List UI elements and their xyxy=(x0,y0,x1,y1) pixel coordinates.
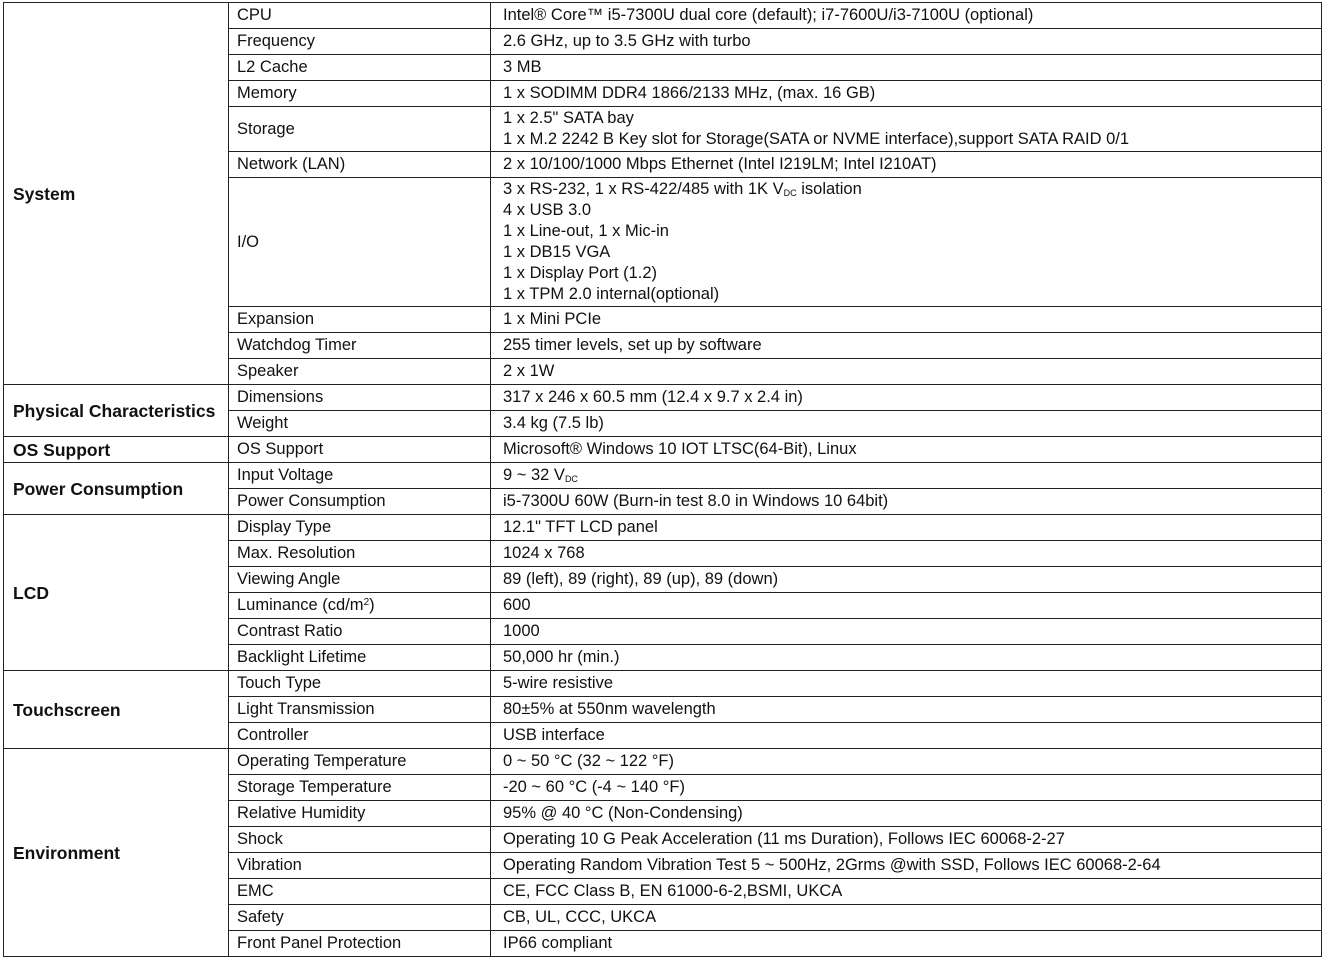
spec-value-text: 5-wire resistive xyxy=(503,674,614,692)
spec-label xyxy=(229,853,491,879)
spec-label xyxy=(229,107,491,152)
spec-value-text: 2.6 GHz, up to 3.5 GHz with turbo xyxy=(503,32,751,50)
spec-value-line xyxy=(503,5,1321,26)
spec-value-line xyxy=(503,621,1321,642)
spec-value xyxy=(491,55,1322,81)
spec-value xyxy=(491,905,1322,931)
spec-value-line xyxy=(503,129,1321,150)
spec-label-text: Weight xyxy=(237,414,289,432)
spec-value xyxy=(491,801,1322,827)
spec-label-text: Dimensions xyxy=(237,388,324,406)
spec-label-text: L2 Cache xyxy=(237,58,308,76)
spec-label xyxy=(229,879,491,905)
category-system: System xyxy=(4,3,229,385)
spec-value-text: IP66 compliant xyxy=(503,934,613,952)
spec-label xyxy=(229,801,491,827)
spec-label xyxy=(229,81,491,107)
spec-value-line xyxy=(503,933,1321,954)
spec-label xyxy=(229,152,491,178)
spec-label xyxy=(229,3,491,29)
spec-label xyxy=(229,567,491,593)
spec-value-line xyxy=(503,284,1321,305)
spec-label xyxy=(229,619,491,645)
spec-value-text: 1 x TPM 2.0 internal(optional) xyxy=(503,285,720,303)
spec-label xyxy=(229,671,491,697)
spec-value-line xyxy=(503,647,1321,668)
spec-value-line xyxy=(503,221,1321,242)
spec-label-text: Vibration xyxy=(237,856,302,874)
spec-value-text: Operating 10 G Peak Acceleration (11 ms Duration), Follows IEC 60068-2-27 xyxy=(503,830,1065,848)
spec-value-text: 2 x 10/100/1000 Mbps Ethernet (Intel I219LM; Intel I210AT) xyxy=(503,155,937,173)
spec-label xyxy=(229,905,491,931)
category-environment: Environment xyxy=(4,749,229,957)
vdc-subscript: DC xyxy=(783,188,797,198)
spec-value-line xyxy=(503,31,1321,52)
spec-value-line xyxy=(503,179,1321,200)
spec-value-text: 95% @ 40 °C (Non-Condensing) xyxy=(503,804,743,822)
spec-value xyxy=(491,645,1322,671)
spec-label xyxy=(229,411,491,437)
spec-value-text: CE, FCC Class B, EN 61000-6-2,BSMI, UKCA xyxy=(503,882,843,900)
spec-value-line xyxy=(503,108,1321,129)
spec-value xyxy=(491,411,1322,437)
spec-value-text: 80±5% at 550nm wavelength xyxy=(503,700,716,718)
spec-value-line xyxy=(503,907,1321,928)
spec-label xyxy=(229,385,491,411)
spec-value-line xyxy=(503,673,1321,694)
spec-value xyxy=(491,437,1322,463)
spec-value-text: 3.4 kg (7.5 lb) xyxy=(503,414,604,432)
spec-value xyxy=(491,152,1322,178)
spec-value-text: 1 x M.2 2242 B Key slot for Storage(SATA or NVME interface),support SATA RAID 0/1 xyxy=(503,130,1130,148)
spec-value-text: 0 ~ 50 °C (32 ~ 122 °F) xyxy=(503,752,674,770)
spec-label-text: OS Support xyxy=(237,440,324,458)
category-touchscreen: Touchscreen xyxy=(4,671,229,749)
spec-value xyxy=(491,723,1322,749)
category-power-consumption: Power Consumption xyxy=(4,463,229,515)
spec-label-text: Frequency xyxy=(237,32,315,50)
spec-label-text: Power Consumption xyxy=(237,492,386,510)
spec-label xyxy=(229,775,491,801)
spec-value-line xyxy=(503,829,1321,850)
spec-value-line xyxy=(503,803,1321,824)
spec-value-line xyxy=(503,725,1321,746)
spec-value xyxy=(491,749,1322,775)
spec-label-text: Relative Humidity xyxy=(237,804,366,822)
spec-value xyxy=(491,827,1322,853)
spec-value xyxy=(491,853,1322,879)
spec-label xyxy=(229,515,491,541)
spec-value-text: 89 (left), 89 (right), 89 (up), 89 (down) xyxy=(503,570,779,588)
spec-table xyxy=(3,2,1322,957)
spec-value xyxy=(491,178,1322,307)
spec-label-text: Expansion xyxy=(237,310,315,328)
spec-value-text: 12.1" TFT LCD panel xyxy=(503,518,658,536)
spec-label-text: Network (LAN) xyxy=(237,155,346,173)
spec-value-line xyxy=(503,543,1321,564)
spec-value xyxy=(491,697,1322,723)
spec-value-text: 1 x SODIMM DDR4 1866/2133 MHz, (max. 16 GB) xyxy=(503,84,876,102)
spec-label-text: Max. Resolution xyxy=(237,544,356,562)
spec-label-text: Luminance (cd/m xyxy=(237,596,364,614)
spec-label-text: Input Voltage xyxy=(237,466,334,484)
spec-value xyxy=(491,107,1322,152)
spec-value-text: 1 x DB15 VGA xyxy=(503,243,611,261)
spec-value-text: Intel® Core™ i5-7300U dual core (default); i7-7600U/i3-7100U (optional) xyxy=(503,6,1034,24)
spec-value-text: 1000 xyxy=(503,622,540,640)
table-row xyxy=(4,671,1322,697)
spec-value xyxy=(491,81,1322,107)
spec-label-text: Controller xyxy=(237,726,309,744)
spec-label-text: I/O xyxy=(237,232,260,251)
spec-value xyxy=(491,593,1322,619)
spec-label xyxy=(229,307,491,333)
spec-value-line xyxy=(503,83,1321,104)
spec-value xyxy=(491,567,1322,593)
spec-label-text: Operating Temperature xyxy=(237,752,407,770)
spec-label-text: Speaker xyxy=(237,362,299,380)
spec-label-text: Storage Temperature xyxy=(237,778,392,796)
spec-body xyxy=(4,3,1322,957)
spec-label-text: Storage xyxy=(237,119,295,138)
spec-label xyxy=(229,463,491,489)
spec-value-text: -20 ~ 60 °C (-4 ~ 140 °F) xyxy=(503,778,685,796)
spec-value xyxy=(491,463,1322,489)
spec-label xyxy=(229,359,491,385)
vdc-subscript: DC xyxy=(564,474,578,484)
spec-label xyxy=(229,55,491,81)
spec-value-text: USB interface xyxy=(503,726,605,744)
spec-label-text: Contrast Ratio xyxy=(237,622,343,640)
spec-value-text: 9 ~ 32 V xyxy=(503,466,565,484)
label-suffix: ) xyxy=(369,596,375,614)
spec-value-line xyxy=(503,465,1321,486)
spec-value-line xyxy=(503,387,1321,408)
spec-label-text: Touch Type xyxy=(237,674,322,692)
spec-value-text: 1 x Mini PCIe xyxy=(503,310,602,328)
spec-value-line xyxy=(503,361,1321,382)
spec-value xyxy=(491,359,1322,385)
spec-value-line xyxy=(503,413,1321,434)
spec-label-text: Safety xyxy=(237,908,284,926)
spec-value xyxy=(491,307,1322,333)
spec-value-line xyxy=(503,154,1321,175)
spec-value-line xyxy=(503,855,1321,876)
spec-value-line xyxy=(503,595,1321,616)
spec-value-line xyxy=(503,491,1321,512)
spec-label xyxy=(229,931,491,957)
spec-label xyxy=(229,697,491,723)
spec-value xyxy=(491,385,1322,411)
spec-value-text: 600 xyxy=(503,596,531,614)
spec-value-line xyxy=(503,751,1321,772)
table-row xyxy=(4,749,1322,775)
spec-value-text: Operating Random Vibration Test 5 ~ 500Hz, 2Grms @with SSD, Follows IEC 60068-2-64 xyxy=(503,856,1161,874)
spec-value-text: CB, UL, CCC, UKCA xyxy=(503,908,657,926)
spec-value-text: 50,000 hr (min.) xyxy=(503,648,620,666)
table-row xyxy=(4,3,1322,29)
spec-value-text: 255 timer levels, set up by software xyxy=(503,336,762,354)
table-row xyxy=(4,515,1322,541)
spec-label-text: CPU xyxy=(237,6,272,24)
table-row xyxy=(4,463,1322,489)
table-row xyxy=(4,437,1322,463)
label-superscript: 2 xyxy=(363,597,370,608)
spec-label xyxy=(229,827,491,853)
spec-label xyxy=(229,178,491,307)
category-lcd: LCD xyxy=(4,515,229,671)
spec-label-text: Memory xyxy=(237,84,297,102)
spec-value-line xyxy=(503,335,1321,356)
spec-label xyxy=(229,723,491,749)
spec-value xyxy=(491,879,1322,905)
spec-label xyxy=(229,541,491,567)
spec-value-text: 1 x Display Port (1.2) xyxy=(503,264,658,282)
spec-value xyxy=(491,775,1322,801)
spec-value-text: 1 x Line-out, 1 x Mic-in xyxy=(503,222,669,240)
spec-label xyxy=(229,593,491,619)
spec-value-text: 4 x USB 3.0 xyxy=(503,201,592,219)
spec-label-text: Light Transmission xyxy=(237,700,375,718)
spec-value-line xyxy=(503,57,1321,78)
spec-value-line xyxy=(503,263,1321,284)
spec-label xyxy=(229,645,491,671)
spec-label xyxy=(229,333,491,359)
spec-value-line xyxy=(503,777,1321,798)
spec-value xyxy=(491,515,1322,541)
spec-value xyxy=(491,3,1322,29)
spec-value xyxy=(491,489,1322,515)
spec-value-line xyxy=(503,309,1321,330)
spec-value-line xyxy=(503,699,1321,720)
spec-value xyxy=(491,619,1322,645)
spec-label-text: Viewing Angle xyxy=(237,570,341,588)
spec-value-text: 2 x 1W xyxy=(503,362,555,380)
category-os-support: OS Support xyxy=(4,437,229,463)
spec-value-text: i5-7300U 60W (Burn-in test 8.0 in Windows 10 64bit) xyxy=(503,492,889,510)
spec-value-text: 1 x 2.5" SATA bay xyxy=(503,109,634,127)
spec-label xyxy=(229,749,491,775)
spec-label xyxy=(229,489,491,515)
spec-value-text: Microsoft® Windows 10 IOT LTSC(64-Bit), Linux xyxy=(503,440,857,458)
spec-label-text: Watchdog Timer xyxy=(237,336,357,354)
vdc-suffix: isolation xyxy=(796,180,862,198)
spec-value-text: 317 x 246 x 60.5 mm (12.4 x 9.7 x 2.4 in) xyxy=(503,388,803,406)
spec-label-text: EMC xyxy=(237,882,274,900)
spec-value-line xyxy=(503,517,1321,538)
spec-label-text: Front Panel Protection xyxy=(237,934,402,952)
spec-value-text: 3 x RS-232, 1 x RS-422/485 with 1K V xyxy=(503,180,784,198)
spec-value xyxy=(491,29,1322,55)
spec-value-text: 3 MB xyxy=(503,58,542,76)
spec-value-line xyxy=(503,569,1321,590)
spec-value xyxy=(491,671,1322,697)
spec-value xyxy=(491,333,1322,359)
spec-value-text: 1024 x 768 xyxy=(503,544,585,562)
spec-value-line xyxy=(503,242,1321,263)
spec-label xyxy=(229,29,491,55)
spec-label-text: Backlight Lifetime xyxy=(237,648,367,666)
spec-label-text: Display Type xyxy=(237,518,332,536)
spec-label-text: Shock xyxy=(237,830,283,848)
spec-value xyxy=(491,931,1322,957)
spec-value-line xyxy=(503,200,1321,221)
spec-value-line xyxy=(503,881,1321,902)
category-physical-characteristics: Physical Characteristics xyxy=(4,385,229,437)
spec-label xyxy=(229,437,491,463)
spec-value xyxy=(491,541,1322,567)
table-row xyxy=(4,385,1322,411)
spec-value-line xyxy=(503,439,1321,460)
